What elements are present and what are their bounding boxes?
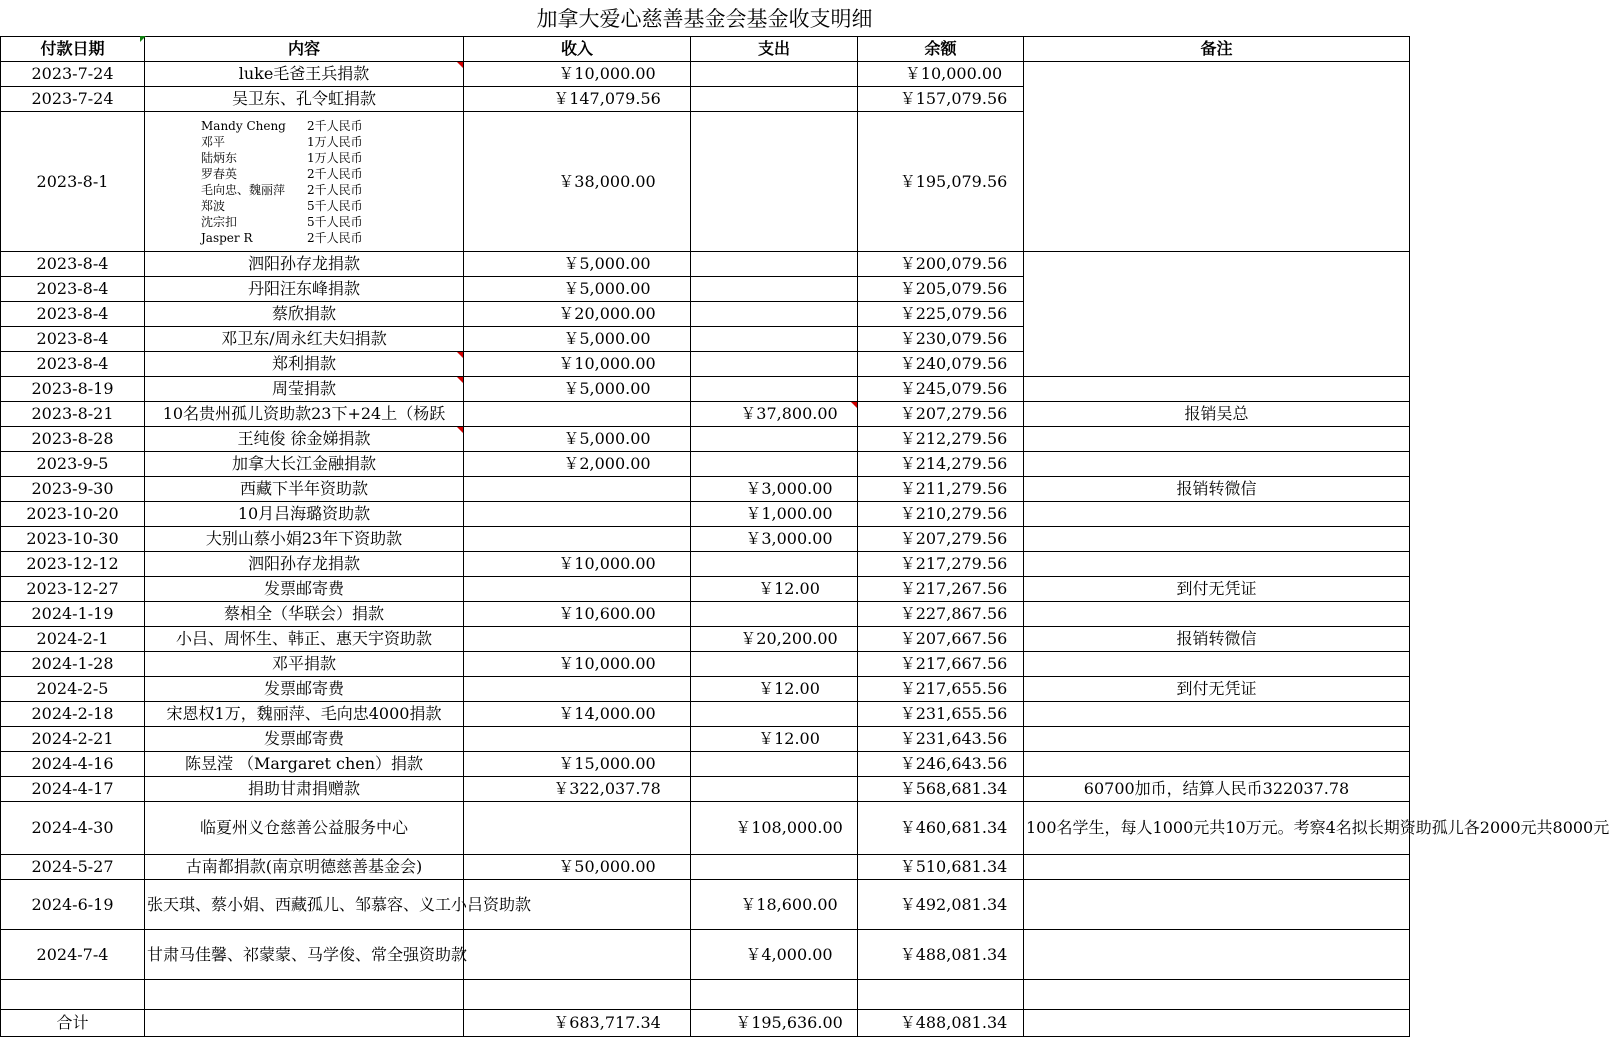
- balance-value: ￥217,655.56: [899, 679, 1008, 698]
- cell-date[interactable]: 2023-9-30: [1, 477, 145, 502]
- cell-content[interactable]: 10月吕海璐资助款: [145, 502, 464, 527]
- cell-content[interactable]: 西藏下半年资助款: [145, 477, 464, 502]
- income-value: ￥20,000.00: [558, 304, 656, 323]
- balance-value: ￥210,279.56: [899, 504, 1008, 523]
- total-income[interactable]: [464, 1010, 691, 1037]
- cell-income[interactable]: [464, 352, 691, 377]
- donor-name: 邓平: [201, 134, 226, 149]
- cell-date[interactable]: 2023-8-4: [1, 302, 145, 327]
- cell-content[interactable]: 陈昱滢 （Margaret chen）捐款: [145, 752, 464, 777]
- donor-name: 罗春英: [201, 166, 238, 181]
- cell-expense[interactable]: [691, 602, 858, 627]
- income-value: ￥322,037.78: [553, 779, 661, 798]
- cell-balance[interactable]: [858, 727, 1024, 752]
- cell-content[interactable]: 发票邮寄费: [145, 727, 464, 752]
- table-row: [1, 427, 1410, 452]
- cell-note[interactable]: 报销转微信: [1024, 477, 1410, 502]
- cell-note[interactable]: [1024, 752, 1410, 777]
- cell-content[interactable]: 泗阳孙存龙捐款: [145, 552, 464, 577]
- cell-income[interactable]: [464, 112, 691, 252]
- cell-date[interactable]: 2024-2-5: [1, 677, 145, 702]
- income-value: ￥5,000.00: [563, 279, 651, 298]
- balance-value: ￥157,079.56: [899, 89, 1008, 108]
- income-value: ￥147,079.56: [553, 89, 661, 108]
- cell-expense[interactable]: [691, 880, 858, 930]
- donor-row: [201, 118, 377, 134]
- cell-note[interactable]: 到付无凭证: [1024, 577, 1410, 602]
- table-row: [1, 377, 1410, 402]
- income-value: ￥15,000.00: [558, 754, 656, 773]
- donor-row: [201, 214, 377, 230]
- cell-note[interactable]: [1024, 727, 1410, 752]
- cell-expense[interactable]: [691, 855, 858, 880]
- empty-cell[interactable]: [464, 980, 691, 1010]
- cell-balance[interactable]: [858, 427, 1024, 452]
- cell-expense[interactable]: [691, 377, 858, 402]
- cell-note[interactable]: 100名学生，每人1000元共10万元。考察4名拟长期资助孤儿各2000元共8000元: [1024, 802, 1410, 855]
- expense-value: ￥12.00: [758, 729, 820, 748]
- income-value: ￥50,000.00: [558, 857, 656, 876]
- cell-income[interactable]: [464, 277, 691, 302]
- cell-income[interactable]: [464, 802, 691, 855]
- balance-value: ￥492,081.34: [899, 894, 1008, 914]
- donor-name: 沈宗扣: [201, 214, 238, 229]
- balance-value: ￥231,643.56: [899, 729, 1008, 748]
- cell-date[interactable]: 2023-7-24: [1, 62, 145, 87]
- total-expense-value: ￥195,636.00: [735, 1013, 843, 1032]
- empty-cell[interactable]: [1024, 1010, 1410, 1037]
- cell-note[interactable]: 报销吴总: [1024, 402, 1410, 427]
- cell-income[interactable]: [464, 552, 691, 577]
- balance-value: ￥510,681.34: [899, 857, 1008, 876]
- cell-note[interactable]: [1024, 855, 1410, 880]
- table-row: [1, 577, 1410, 602]
- cell-income[interactable]: [464, 777, 691, 802]
- cell-income[interactable]: [464, 577, 691, 602]
- ledger-body: [1, 62, 1609, 1037]
- table-row: [1, 777, 1410, 802]
- table-row: [1, 677, 1410, 702]
- cell-balance[interactable]: [858, 252, 1024, 277]
- cell-balance[interactable]: [858, 477, 1024, 502]
- cell-date[interactable]: 2023-8-28: [1, 427, 145, 452]
- balance-value: ￥460,681.34: [899, 818, 1008, 837]
- income-value: ￥10,000.00: [558, 654, 656, 673]
- balance-value: ￥217,279.56: [899, 554, 1008, 573]
- balance-value: ￥217,267.56: [899, 579, 1008, 598]
- cell-content[interactable]: 蔡相全（华联会）捐款: [145, 602, 464, 627]
- cell-date[interactable]: 2024-4-30: [1, 802, 145, 855]
- balance-value: ￥207,279.56: [899, 529, 1008, 548]
- cell-content[interactable]: 大别山蔡小娟23年下资助款: [145, 527, 464, 552]
- cell-balance[interactable]: [858, 702, 1024, 727]
- cell-date[interactable]: 2023-12-12: [1, 552, 145, 577]
- cell-balance[interactable]: [858, 277, 1024, 302]
- cell-income[interactable]: [464, 627, 691, 652]
- cell-expense[interactable]: [691, 352, 858, 377]
- cell-note[interactable]: 到付无凭证: [1024, 677, 1410, 702]
- cell-note[interactable]: [1024, 252, 1410, 377]
- balance-value: ￥207,279.56: [899, 404, 1008, 423]
- expense-value: ￥18,600.00: [740, 894, 838, 914]
- table-row: [1, 752, 1410, 777]
- cell-balance[interactable]: [858, 652, 1024, 677]
- donor-row: [201, 166, 377, 182]
- donor-row: [201, 230, 377, 246]
- cell-expense[interactable]: [691, 327, 858, 352]
- cell-note[interactable]: 报销转微信: [1024, 627, 1410, 652]
- balance-value: ￥246,643.56: [899, 754, 1008, 773]
- expense-value: ￥3,000.00: [745, 529, 833, 548]
- cell-balance[interactable]: [858, 752, 1024, 777]
- total-expense[interactable]: [691, 1010, 858, 1037]
- cell-note[interactable]: [1024, 62, 1410, 252]
- total-label[interactable]: 合计: [1, 1010, 145, 1037]
- cell-content[interactable]: 10名贵州孤儿资助款23下+24上（杨跃: [145, 402, 464, 427]
- table-row: [1, 402, 1410, 427]
- donor-name: 郑波: [201, 198, 226, 213]
- cell-income[interactable]: [464, 602, 691, 627]
- header-note[interactable]: 备注: [1024, 37, 1410, 62]
- table-row: [1, 727, 1410, 752]
- cell-content[interactable]: 丹阳汪东峰捐款: [145, 277, 464, 302]
- income-value: ￥14,000.00: [558, 704, 656, 723]
- cell-income[interactable]: [464, 402, 691, 427]
- header-balance[interactable]: 余额: [858, 37, 1024, 62]
- expense-value: ￥4,000.00: [745, 944, 833, 964]
- balance-value: ￥568,681.34: [899, 779, 1008, 798]
- cell-expense[interactable]: [691, 527, 858, 552]
- cell-content[interactable]: 吴卫东、孔令虹捐款: [145, 87, 464, 112]
- table-row: [1, 602, 1410, 627]
- header-expense[interactable]: 支出: [691, 37, 858, 62]
- donor-name: 毛向忠、魏丽萍: [201, 182, 286, 197]
- cell-balance[interactable]: [858, 777, 1024, 802]
- cell-expense[interactable]: [691, 502, 858, 527]
- cell-date[interactable]: 2024-6-19: [1, 880, 145, 930]
- table-row: [1, 702, 1410, 727]
- cell-balance[interactable]: [858, 327, 1024, 352]
- cell-note[interactable]: [1024, 377, 1410, 402]
- ledger-table: [0, 36, 1609, 1037]
- cell-income[interactable]: [464, 855, 691, 880]
- table-row: [1, 855, 1410, 880]
- table-row: [1, 627, 1410, 652]
- table-row: [1, 527, 1410, 552]
- cell-date[interactable]: 2023-8-1: [1, 112, 145, 252]
- donor-amount: 5千人民币: [307, 214, 363, 229]
- cell-income[interactable]: [464, 252, 691, 277]
- balance-value: ￥212,279.56: [899, 429, 1008, 448]
- donor-name: Jasper R: [201, 230, 253, 245]
- cell-date[interactable]: 2024-2-18: [1, 702, 145, 727]
- cell-date[interactable]: 2024-2-1: [1, 627, 145, 652]
- cell-balance[interactable]: [858, 402, 1024, 427]
- cell-income[interactable]: [464, 652, 691, 677]
- balance-value: ￥207,667.56: [899, 629, 1008, 648]
- cell-balance[interactable]: [858, 502, 1024, 527]
- cell-expense[interactable]: [691, 252, 858, 277]
- cell-content[interactable]: luke毛爸王兵捐款: [145, 62, 464, 87]
- table-row: [1, 802, 1410, 855]
- cell-content[interactable]: 周莹捐款: [145, 377, 464, 402]
- total-income-value: ￥683,717.34: [553, 1013, 661, 1032]
- donor-row: [201, 134, 377, 150]
- cell-balance[interactable]: [858, 677, 1024, 702]
- donor-amount: 2千人民币: [307, 230, 363, 245]
- table-row: [1, 477, 1410, 502]
- cell-balance[interactable]: [858, 302, 1024, 327]
- cell-content[interactable]: 张天琪、蔡小娟、西藏孤儿、邹慕容、义工小吕资助款: [145, 880, 464, 930]
- cell-date[interactable]: 2023-10-20: [1, 502, 145, 527]
- income-value: ￥10,000.00: [558, 354, 656, 373]
- expense-value: ￥3,000.00: [745, 479, 833, 498]
- cell-note[interactable]: [1024, 502, 1410, 527]
- cell-date[interactable]: 2024-1-28: [1, 652, 145, 677]
- empty-cell[interactable]: [1024, 980, 1410, 1010]
- cell-date[interactable]: 2024-7-4: [1, 930, 145, 980]
- income-value: ￥5,000.00: [563, 379, 651, 398]
- total-balance-value: ￥488,081.34: [899, 1013, 1008, 1032]
- empty-cell[interactable]: [858, 980, 1024, 1010]
- header-content[interactable]: 内容: [145, 37, 464, 62]
- cell-date[interactable]: 2023-8-4: [1, 277, 145, 302]
- cell-balance[interactable]: [858, 930, 1024, 980]
- cell-expense[interactable]: [691, 577, 858, 602]
- income-value: ￥10,600.00: [558, 604, 656, 623]
- donor-amount: 2千人民币: [307, 166, 363, 181]
- expense-value: ￥1,000.00: [745, 504, 833, 523]
- cell-income[interactable]: [464, 427, 691, 452]
- cell-date[interactable]: 2024-5-27: [1, 855, 145, 880]
- cell-expense[interactable]: [691, 652, 858, 677]
- cell-expense[interactable]: [691, 552, 858, 577]
- cell-date[interactable]: 2023-9-5: [1, 452, 145, 477]
- cell-income[interactable]: [464, 502, 691, 527]
- cell-expense[interactable]: [691, 277, 858, 302]
- cell-note[interactable]: [1024, 452, 1410, 477]
- table-row: [1, 930, 1410, 980]
- sheet-title: 加拿大爱心慈善基金会基金收支明细: [536, 7, 873, 31]
- table-row: [1, 880, 1410, 930]
- cell-balance[interactable]: [858, 602, 1024, 627]
- header-date[interactable]: 付款日期: [1, 37, 145, 62]
- donor-row: [201, 182, 377, 198]
- cell-expense[interactable]: [691, 427, 858, 452]
- income-value: ￥5,000.00: [563, 254, 651, 273]
- cell-balance[interactable]: [858, 802, 1024, 855]
- cell-note[interactable]: [1024, 552, 1410, 577]
- cell-balance[interactable]: [858, 527, 1024, 552]
- cell-note[interactable]: 60700加币，结算人民币322037.78: [1024, 777, 1410, 802]
- cell-content[interactable]: 加拿大长江金融捐款: [145, 452, 464, 477]
- cell-content[interactable]: 邓平捐款: [145, 652, 464, 677]
- cell-date[interactable]: 2024-2-21: [1, 727, 145, 752]
- balance-value: ￥211,279.56: [899, 479, 1008, 498]
- table-row: [1, 502, 1410, 527]
- cell-expense[interactable]: [691, 727, 858, 752]
- income-value: ￥10,000.00: [558, 64, 656, 83]
- cell-content[interactable]: 小吕、周怀生、韩正、惠天宇资助款: [145, 627, 464, 652]
- donor-amount: 1万人民币: [307, 134, 363, 149]
- cell-content[interactable]: 发票邮寄费: [145, 677, 464, 702]
- cell-content[interactable]: 蔡欣捐款: [145, 302, 464, 327]
- balance-value: ￥227,867.56: [899, 604, 1008, 623]
- balance-value: ￥245,079.56: [899, 379, 1008, 398]
- cell-note[interactable]: [1024, 527, 1410, 552]
- donor-name: Mandy Cheng: [201, 118, 286, 133]
- expense-value: ￥108,000.00: [735, 818, 843, 837]
- donor-name: 陆炳东: [201, 150, 238, 165]
- cell-balance[interactable]: [858, 87, 1024, 112]
- cell-income[interactable]: [464, 62, 691, 87]
- balance-value: ￥200,079.56: [899, 254, 1008, 273]
- balance-value: ￥231,655.56: [899, 704, 1008, 723]
- cell-income[interactable]: [464, 727, 691, 752]
- cell-income[interactable]: [464, 752, 691, 777]
- donor-amount: 5千人民币: [307, 198, 363, 213]
- expense-value: ￥20,200.00: [740, 629, 838, 648]
- balance-value: ￥195,079.56: [899, 171, 1008, 191]
- cell-content[interactable]: 邓卫东/周永红夫妇捐款: [145, 327, 464, 352]
- cell-income[interactable]: [464, 87, 691, 112]
- total-balance[interactable]: [858, 1010, 1024, 1037]
- cell-balance[interactable]: [858, 377, 1024, 402]
- cell-expense[interactable]: [691, 802, 858, 855]
- cell-content[interactable]: 古南都捐款(南京明德慈善基金会): [145, 855, 464, 880]
- cell-note[interactable]: [1024, 702, 1410, 727]
- cell-balance[interactable]: [858, 552, 1024, 577]
- balance-value: ￥240,079.56: [899, 354, 1008, 373]
- donor-amount: 1万人民币: [307, 150, 363, 165]
- cell-balance[interactable]: [858, 855, 1024, 880]
- cell-expense[interactable]: [691, 87, 858, 112]
- empty-cell[interactable]: [691, 980, 858, 1010]
- table-row: [1, 62, 1410, 87]
- income-value: ￥5,000.00: [563, 429, 651, 448]
- empty-cell[interactable]: [1, 980, 145, 1010]
- cell-expense[interactable]: [691, 452, 858, 477]
- cell-date[interactable]: 2023-8-4: [1, 252, 145, 277]
- cell-date[interactable]: 2023-12-27: [1, 577, 145, 602]
- table-row: [1, 552, 1410, 577]
- balance-value: ￥10,000.00: [904, 64, 1003, 83]
- expense-value: ￥12.00: [758, 579, 820, 598]
- cell-balance[interactable]: [858, 62, 1024, 87]
- cell-income[interactable]: [464, 452, 691, 477]
- balance-value: ￥230,079.56: [899, 329, 1008, 348]
- cell-content[interactable]: 宋恩权1万，魏丽萍、毛向忠4000捐款: [145, 702, 464, 727]
- cell-content[interactable]: 王纯俊 徐金娣捐款: [145, 427, 464, 452]
- table-row: [1, 452, 1410, 477]
- cell-date[interactable]: 2024-1-19: [1, 602, 145, 627]
- cell-content[interactable]: 临夏州义仓慈善公益服务中心: [145, 802, 464, 855]
- cell-expense[interactable]: [691, 112, 858, 252]
- cell-expense[interactable]: [691, 930, 858, 980]
- cell-income[interactable]: [464, 527, 691, 552]
- cell-date[interactable]: 2023-8-21: [1, 402, 145, 427]
- cell-income[interactable]: [464, 702, 691, 727]
- cell-note[interactable]: [1024, 652, 1410, 677]
- cell-expense[interactable]: [691, 702, 858, 727]
- cell-date[interactable]: 2024-4-17: [1, 777, 145, 802]
- expense-value: ￥37,800.00: [740, 404, 838, 423]
- cell-income[interactable]: [464, 327, 691, 352]
- cell-content[interactable]: 甘肃马佳馨、祁蒙蒙、马学俊、常全强资助款: [145, 930, 464, 980]
- cell-expense[interactable]: [691, 677, 858, 702]
- cell-content[interactable]: 郑利捐款: [145, 352, 464, 377]
- balance-value: ￥225,079.56: [899, 304, 1008, 323]
- donor-row: [201, 198, 377, 214]
- balance-value: ￥205,079.56: [899, 279, 1008, 298]
- cell-date[interactable]: 2023-8-19: [1, 377, 145, 402]
- cell-income[interactable]: [464, 477, 691, 502]
- cell-note[interactable]: [1024, 602, 1410, 627]
- cell-income[interactable]: [464, 377, 691, 402]
- cell-expense[interactable]: [691, 62, 858, 87]
- cell-note[interactable]: [1024, 880, 1410, 930]
- total-row: [1, 1010, 1410, 1037]
- cell-date[interactable]: 2023-7-24: [1, 87, 145, 112]
- cell-balance[interactable]: [858, 112, 1024, 252]
- income-value: ￥2,000.00: [563, 454, 651, 473]
- header-income[interactable]: 收入: [464, 37, 691, 62]
- cell-date[interactable]: 2023-8-4: [1, 352, 145, 377]
- cell-note[interactable]: [1024, 427, 1410, 452]
- donor-row: [201, 150, 377, 166]
- income-value: ￥5,000.00: [563, 329, 651, 348]
- cell-income[interactable]: [464, 302, 691, 327]
- cell-income[interactable]: [464, 677, 691, 702]
- cell-expense[interactable]: [691, 477, 858, 502]
- cell-expense[interactable]: [691, 627, 858, 652]
- cell-content[interactable]: 发票邮寄费: [145, 577, 464, 602]
- cell-balance[interactable]: [858, 452, 1024, 477]
- cell-content[interactable]: 捐助甘肃捐赠款: [145, 777, 464, 802]
- balance-value: ￥488,081.34: [899, 944, 1008, 964]
- empty-cell[interactable]: [145, 1010, 464, 1037]
- income-value: ￥10,000.00: [558, 554, 656, 573]
- balance-value: ￥217,667.56: [899, 654, 1008, 673]
- donor-list: [201, 118, 377, 246]
- cell-expense[interactable]: [691, 302, 858, 327]
- cell-expense[interactable]: [691, 777, 858, 802]
- cell-content[interactable]: 泗阳孙存龙捐款: [145, 252, 464, 277]
- empty-cell[interactable]: [145, 980, 464, 1010]
- cell-balance[interactable]: [858, 352, 1024, 377]
- table-row: [1, 252, 1410, 277]
- income-value: ￥38,000.00: [558, 171, 656, 191]
- cell-balance[interactable]: [858, 577, 1024, 602]
- cell-date[interactable]: 2024-4-16: [1, 752, 145, 777]
- cell-balance[interactable]: [858, 880, 1024, 930]
- cell-expense[interactable]: [691, 752, 858, 777]
- balance-value: ￥214,279.56: [899, 454, 1008, 473]
- cell-expense[interactable]: [691, 402, 858, 427]
- blank-row: [1, 980, 1410, 1010]
- donor-amount: 2千人民币: [307, 182, 363, 197]
- cell-date[interactable]: 2023-8-4: [1, 327, 145, 352]
- cell-note[interactable]: [1024, 930, 1410, 980]
- cell-date[interactable]: 2023-10-30: [1, 527, 145, 552]
- table-row: [1, 652, 1410, 677]
- cell-balance[interactable]: [858, 627, 1024, 652]
- cell-content-donor-list[interactable]: [145, 112, 464, 252]
- expense-value: ￥12.00: [758, 679, 820, 698]
- cell-income[interactable]: [464, 930, 691, 980]
- donor-amount: 2千人民币: [307, 118, 363, 133]
